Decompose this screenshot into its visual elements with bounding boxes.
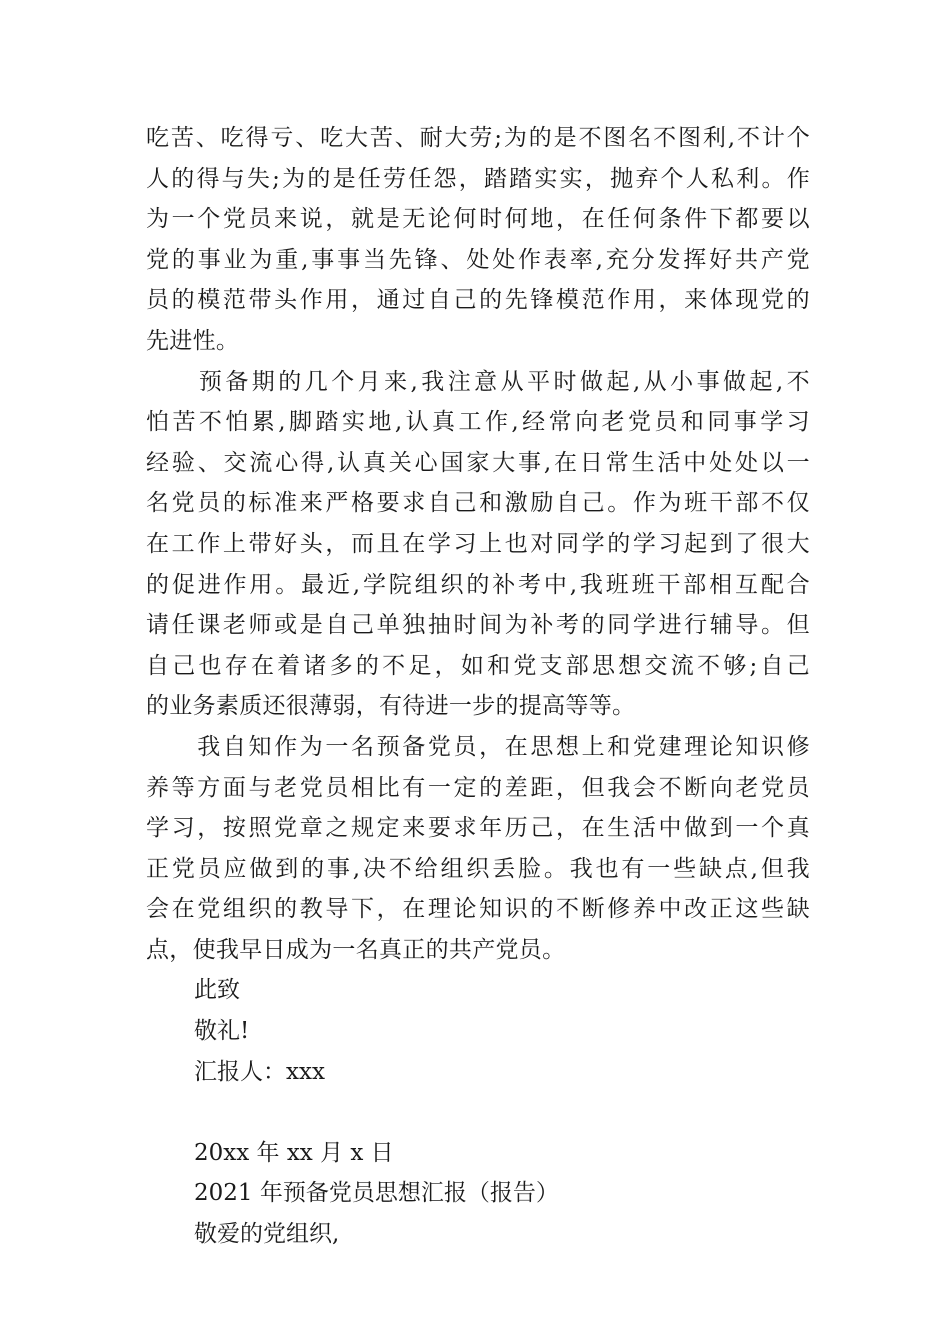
report-date: 20xx 年 xx 月 x 日 xyxy=(194,1139,394,1166)
text-line: 党的事业为重,事事当先锋、处处作表率,充分发挥好共产党 xyxy=(146,246,810,273)
text-line: 会在党组织的教导下，在理论知识的不断修养中改正这些缺 xyxy=(146,896,810,923)
text-line: 怕苦不怕累,脚踏实地,认真工作,经常向老党员和同事学习 xyxy=(146,409,810,436)
greeting-text: 敬爱的党组织, xyxy=(194,1221,340,1248)
text-line: 预备期的几个月来,我注意从平时做起,从小事做起,不 xyxy=(146,368,810,395)
text-line: 员的模范带头作用，通过自己的先锋模范作用，来体现党的 xyxy=(146,287,810,314)
text-line: 学习，按照党章之规定来要求年历己，在生活中做到一个真 xyxy=(146,815,810,842)
text-line: 吃苦、吃得亏、吃大苦、耐大劳;为的是不图名不图利,不计个 xyxy=(146,125,810,151)
text-line: 的促进作用。最近,学院组织的补考中,我班班干部相互配合 xyxy=(146,571,810,598)
salute-text: 敬礼! xyxy=(194,1018,250,1045)
text-line: 我自知作为一名预备党员，在思想上和党建理论知识修 xyxy=(146,733,810,760)
text-line: 名党员的标准来严格要求自己和激励自己。作为班干部不仅 xyxy=(146,490,810,517)
paragraph-1 xyxy=(146,118,810,362)
text-line: 的业务素质还很薄弱，有待进一步的提高等等。 xyxy=(146,693,636,720)
text-line: 在工作上带好头，而且在学习上也对同学的学习起到了很大 xyxy=(146,530,810,557)
text-line: 自己也存在着诸多的不足，如和党支部思想交流不够;自己 xyxy=(146,652,810,679)
text-line: 正党员应做到的事,决不给组织丢脸。我也有一些缺点,但我 xyxy=(146,855,810,882)
text-line: 先进性。 xyxy=(146,327,240,354)
paragraph-2 xyxy=(146,362,810,727)
text-line: 人的得与失;为的是任劳任怨，踏踏实实，抛弃个人私利。作 xyxy=(146,165,810,192)
blank-line xyxy=(146,1092,810,1133)
document-body xyxy=(146,118,810,1255)
text-line: 养等方面与老党员相比有一定的差距，但我会不断向老党员 xyxy=(146,774,810,801)
text-line: 为一个党员来说，就是无论何时何地，在任何条件下都要以 xyxy=(146,206,810,233)
text-line: 经验、交流心得,认真关心国家大事,在日常生活中处处以一 xyxy=(146,449,810,476)
text-line: 请任课老师或是自己单独抽时间为补考的同学进行辅导。但 xyxy=(146,612,810,639)
reporter-signature: 汇报人：xxx xyxy=(194,1058,325,1085)
paragraph-3 xyxy=(146,727,810,971)
closing-text: 此致 xyxy=(194,977,240,1004)
text-line: 点，使我早日成为一名真正的共产党员。 xyxy=(146,936,566,963)
next-report-title: 2021 年预备党员思想汇报（报告） xyxy=(194,1180,559,1207)
